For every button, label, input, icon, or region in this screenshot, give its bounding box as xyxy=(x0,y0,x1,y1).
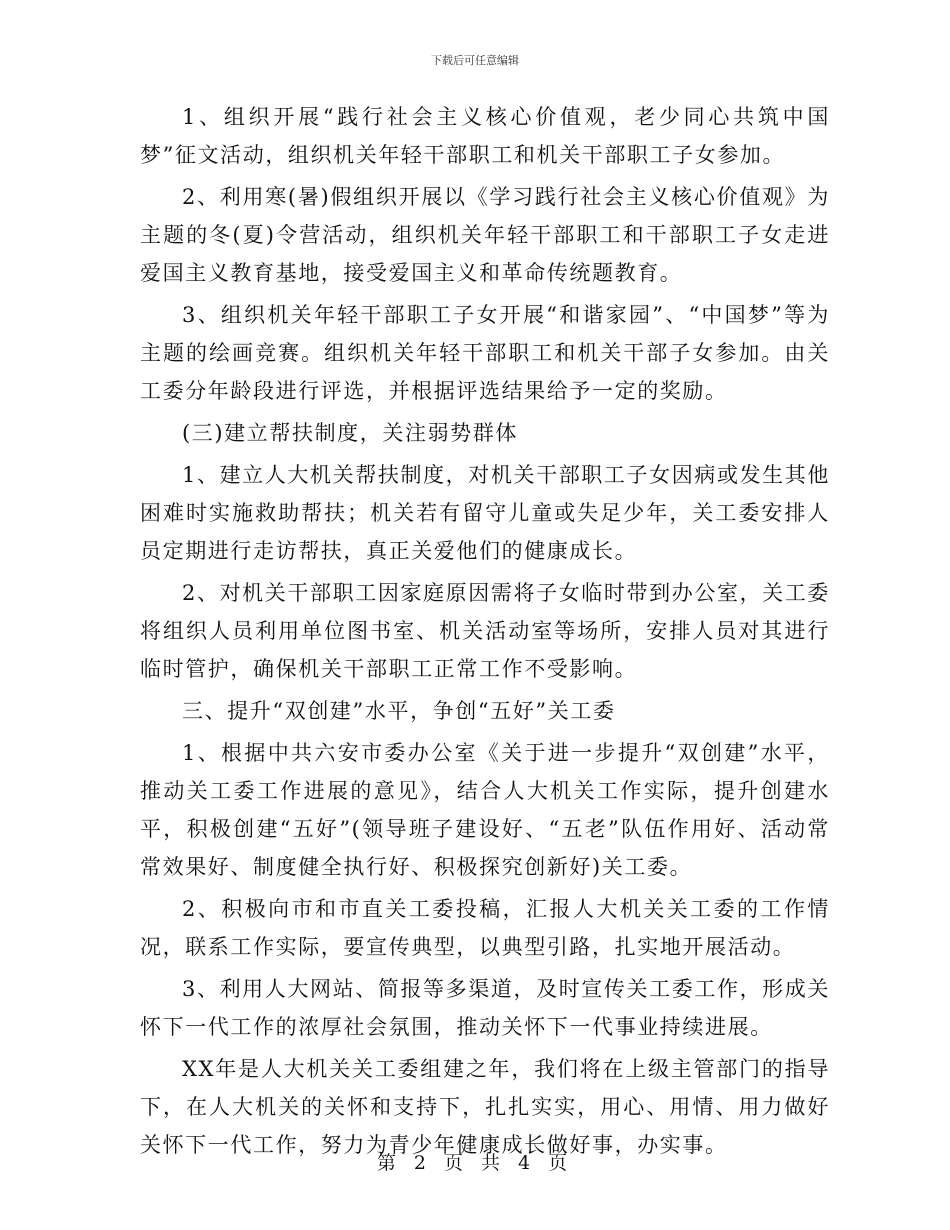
paragraph: 3、组织机关年轻干部职工子女开展“和谐家园”、“中国梦”等为主题的绘画竞赛。组织机关年轻干部职工和机关干部子女参加。由关工委分年龄段进行评选，并根据评选结果给予一定的奖励。 xyxy=(140,303,830,403)
page-footer: 第 2 页 共 4 页 xyxy=(376,1152,574,1174)
paragraph: 1、根据中共六安市委办公室《关于进一步提升“双创建”水平，推动关工委工作进展的意见》，结合人大机关工作实际，提升创建水平，积极创建“五好”(领导班子建设好、“五老”队伍作用好、活动常常效果好、制度健全执行好、积极探究创新好)关工委。 xyxy=(140,741,830,879)
section-heading: 三、提升“双创建”水平，争创“五好”关工委 xyxy=(182,699,616,723)
page-header: 下载后可任意编辑 xyxy=(431,54,519,67)
paragraph: 1、建立人大机关帮扶制度，对机关干部职工子女因病或发生其他困难时实施救助帮扶；机关若有留守儿童或失足少年，关工委安排人员定期进行走访帮扶，真正关爱他们的健康成长。 xyxy=(140,463,830,563)
section-heading: (三)建立帮扶制度，关注弱势群体 xyxy=(182,421,518,445)
paragraph: 2、利用寒(暑)假组织开展以《学习践行社会主义核心价值观》为主题的冬(夏)令营活动，组织机关年轻干部职工和干部职工子女走进爱国主义教育基地，接受爱国主义和革命传统题教育。 xyxy=(140,185,830,285)
paragraph: XX年是人大机关关工委组建之年，我们将在上级主管部门的指导下，在人大机关的关怀和支持下，扎扎实实，用心、用情、用力做好关怀下一代工作，努力为青少年健康成长做好事，办实事。 xyxy=(140,1057,830,1157)
paragraph: 2、对机关干部职工因家庭原因需将子女临时带到办公室，关工委将组织人员利用单位图书室、机关活动室等场所，安排人员对其进行临时管护，确保机关干部职工正常工作不受影响。 xyxy=(140,581,830,681)
paragraph: 1、组织开展“践行社会主义核心价值观，老少同心共筑中国梦”征文活动，组织机关年轻干部职工和机关干部职工子女参加。 xyxy=(140,105,830,167)
document-body xyxy=(140,98,830,1168)
paragraph: 3、利用人大网站、简报等多渠道，及时宣传关工委工作，形成关怀下一代工作的浓厚社会氛围，推动关怀下一代事业持续进展。 xyxy=(140,977,830,1039)
paragraph: 2、积极向市和市直关工委投稿，汇报人大机关关工委的工作情况，联系工作实际，要宣传典型，以典型引路，扎实地开展活动。 xyxy=(140,897,830,959)
